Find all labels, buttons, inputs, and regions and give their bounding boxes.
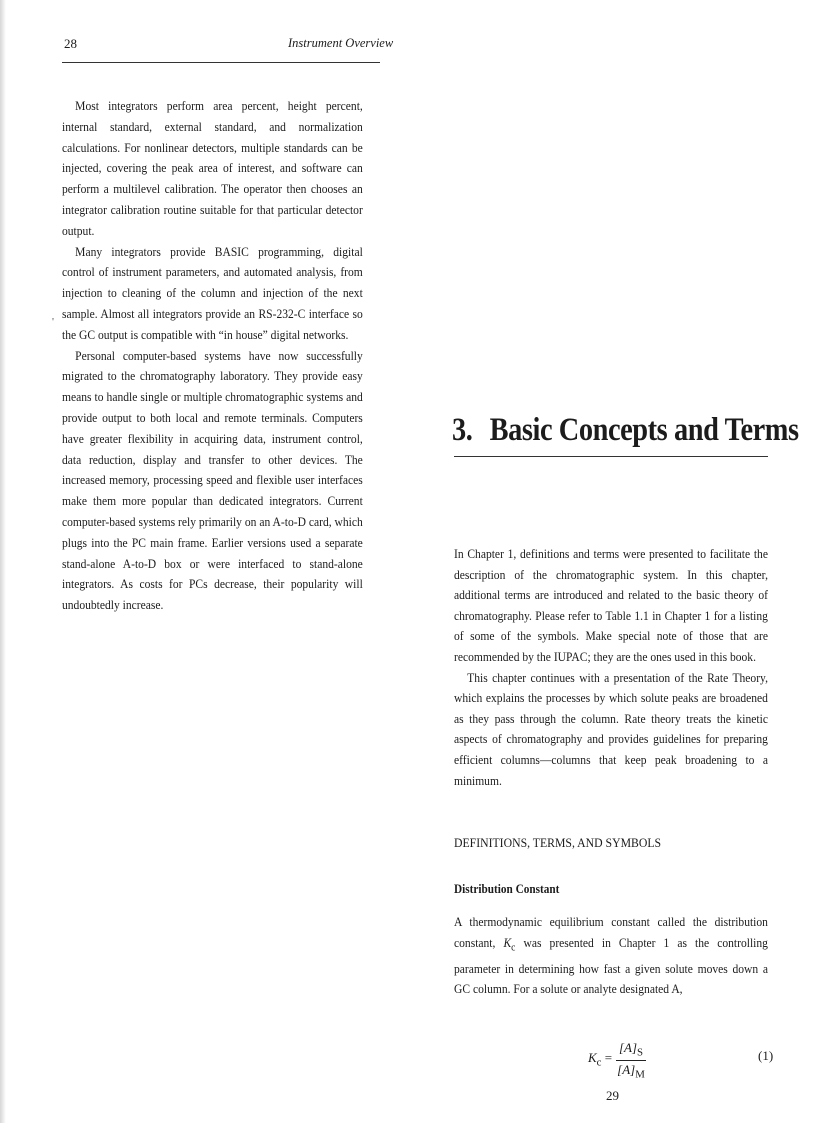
equation-equals: = <box>604 1050 613 1065</box>
left-page-number: 28 <box>64 36 77 51</box>
chapter-title: Basic Concepts and Terms <box>489 412 799 448</box>
intro-paragraph-rate-theory: This chapter continues with a presentation of the Rate Theory, which explains the processes by which solute peaks are broadened as they pass through the column. Rate theory treats the kinetic aspects of chromatography and provides guidelines for preparing efficient columns—columns that keep peak broadening to a minimum. <box>454 670 768 788</box>
intro-paragraph-definitions: In Chapter 1, definitions and terms were presented to facilitate the description of the chromatographic system. In this chapter, additional terms are introduced and related to the basic theory of chromatography. Please refer to Table 1.1 in Chapter 1 for a listing of some of the symbols. Make special note of those that are recommended by the IUPAC; they are the ones used in this book. <box>454 547 768 664</box>
distribution-text-part1: A thermodynamic equilibrium constant called the distribution constant, <box>454 915 768 950</box>
paragraph-integrator-calculations: Most integrators perform area percent, height percent, internal standard, external standard, and normalization calculations. For nonlinear detectors, multiple standards can be injected, covering the peak area of interest, and software can perform a multilevel calibration. The operator then chooses an integrator calibration routine suitable for that particular detector output. <box>62 99 363 238</box>
left-page-body <box>62 96 363 616</box>
equation-denominator <box>616 1062 646 1081</box>
equation-number: (1) <box>758 1048 774 1063</box>
right-page-number: 29 <box>606 1088 619 1103</box>
equation-k-subscript: c <box>596 1056 602 1069</box>
header-rule <box>62 62 380 63</box>
kc-subscript: c <box>511 942 516 954</box>
equation-fraction <box>616 1040 646 1080</box>
scan-shadow <box>0 0 6 1123</box>
fraction-bar <box>616 1060 646 1061</box>
chapter-number: 3. <box>452 412 473 448</box>
numerator-text: [A] <box>618 1040 638 1055</box>
equation-k: K <box>588 1050 597 1065</box>
denominator-subscript: M <box>635 1068 645 1081</box>
subsection-heading: Distribution Constant <box>454 882 560 896</box>
distribution-text-part2: was presented in Chapter 1 as the controlling parameter in determining how fast a given solute moves down a GC column. For a solute or analyte designated A, <box>454 935 768 997</box>
chapter-rule <box>454 456 768 457</box>
paragraph-integrator-programming: Many integrators provide BASIC programming, digital control of instrument parameters, and automated analysis, from injection to cleaning of the column and injection of the next sample. Almost all integrators provide an RS-232-C interface so the GC output is compatible with “in house” digital networks. <box>62 244 363 342</box>
paragraph-pc-systems: Personal computer-based systems have now successfully migrated to the chromatography laboratory. They provide easy means to handle single or multiple chromatographic systems and provide output to both local and remote terminals. Computers have greater flexibility in acquiring data, instrument control, data reduction, display and transfer to other devices. The increased memory, processing speed and flexible user interfaces make them more popular than dedicated integrators. Current computer-based systems rely primarily on an A-to-D card, which plugs into the PC main frame. Earlier versions used a separate stand-alone A-to-D box or were interfaced to stand-alone integrators. As costs for PCs decrease, their popularity will undoubtedly increase. <box>62 348 363 613</box>
denominator-text: [A] <box>617 1061 636 1077</box>
running-header: Instrument Overview <box>288 36 394 50</box>
margin-mark: ' <box>52 316 54 328</box>
kc-symbol: K <box>503 935 512 950</box>
equation-lhs <box>588 1050 612 1069</box>
section-heading: DEFINITIONS, TERMS, AND SYMBOLS <box>454 836 662 850</box>
equation-numerator <box>616 1040 646 1059</box>
chapter-heading <box>452 412 799 449</box>
chapter-intro <box>454 544 768 791</box>
numerator-subscript: S <box>637 1046 644 1059</box>
distribution-constant-paragraph <box>454 912 768 1000</box>
